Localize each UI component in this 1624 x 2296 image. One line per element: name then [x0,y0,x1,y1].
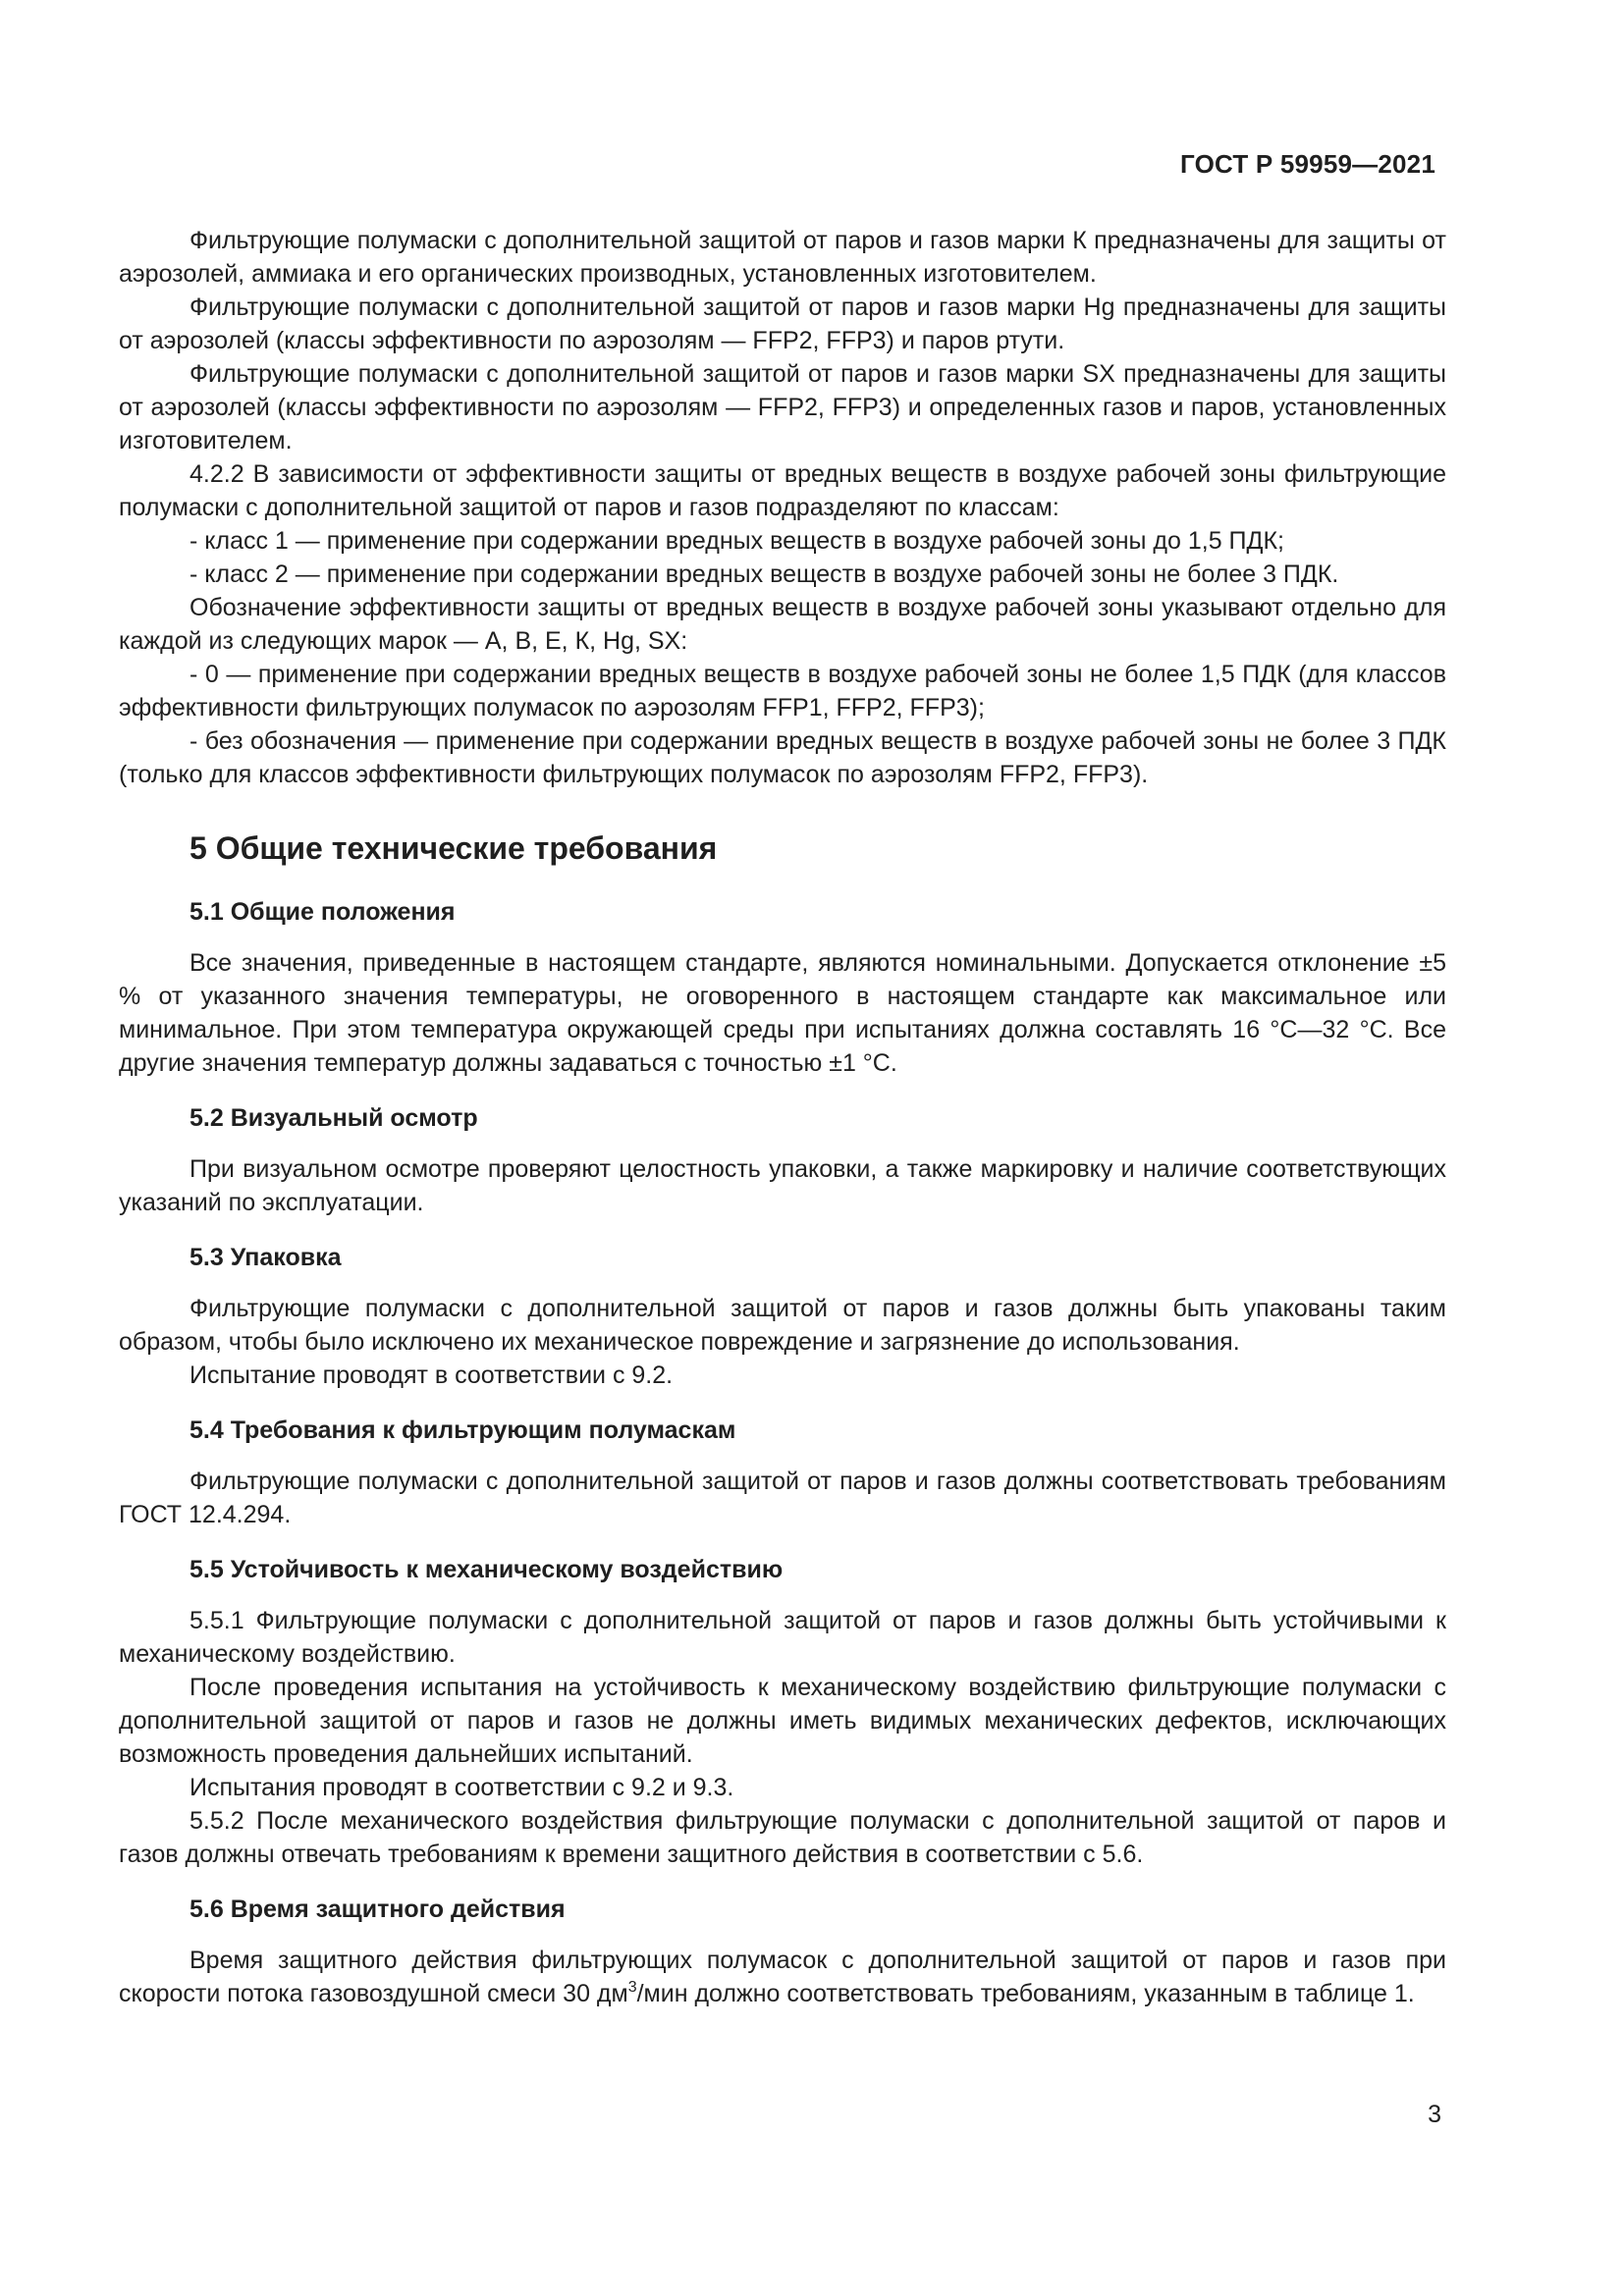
list-item: - класс 1 — применение при содержании вредных веществ в воздухе рабочей зоны до 1,5 ПДК; [189,527,1284,555]
paragraph: 5.5.2 После механического воздействия фильтрующие полумаски с дополнительной защитой от паров и газов должны отвечать требованиям к времени защитного действия в соответствии с 5.6. [119,1807,1446,1868]
subsection-heading: 5.6 Время защитного действия [189,1896,566,1923]
page-number: 3 [1428,2101,1441,2128]
superscript: 3 [627,1979,637,1996]
subsection-heading: 5.1 Общие положения [189,898,456,926]
paragraph: Испытания проводят в соответствии с 9.2 и 9.3. [189,1774,734,1801]
paragraph-text: /мин должно соответствовать требованиям, указанным в таблице 1. [636,1980,1415,2007]
subsection-heading: 5.4 Требования к фильтрующим полумаскам [189,1416,736,1444]
paragraph: При визуальном осмотре проверяют целостность упаковки, а также маркировку и наличие соответствующих указаний по эксплуатации. [119,1155,1446,1216]
list-item: - класс 2 — применение при содержании вредных веществ в воздухе рабочей зоны не более 3 ПДК. [189,561,1339,588]
paragraph: Фильтрующие полумаски с дополнительной защитой от паров и газов должны соответствовать требованиям ГОСТ 12.4.294. [119,1468,1446,1528]
page-body [119,224,1446,2010]
paragraph: Фильтрующие полумаски с дополнительной защитой от паров и газов марки К предназначены для защиты от аэрозолей, аммиака и его органических производных, установленных изготовителем. [119,227,1446,288]
paragraph: После проведения испытания на устойчивость к механическому воздействию фильтрующие полумаски с дополнительной защитой от паров и газов не должны иметь видимых механических дефектов, исключающих возможность проведения дальнейших испытаний. [119,1674,1446,1768]
paragraph: 5.5.1 Фильтрующие полумаски с дополнительной защитой от паров и газов должны быть устойчивыми к механическому воздействию. [119,1607,1446,1668]
paragraph: 4.2.2 В зависимости от эффективности защиты от вредных веществ в воздухе рабочей зоны фильтрующие полумаски с дополнительной защитой от паров и газов подразделяют по классам: [119,460,1446,521]
paragraph: Фильтрующие полумаски с дополнительной защитой от паров и газов должны быть упакованы таким образом, чтобы было исключено их механическое повреждение и загрязнение до использования. [119,1295,1446,1356]
subsection-heading: 5.5 Устойчивость к механическому воздействию [189,1556,784,1583]
list-item: - без обозначения — применение при содержании вредных веществ в воздухе рабочей зоны не более 3 ПДК (только для классов эффективности фильтрующих полумасок по аэрозолям FFP2, FFP3). [119,727,1446,788]
paragraph-text: Время защитного действия фильтрующих полумасок с дополнительной защитой от паров и газов при скорости потока газовоздушной смеси 30 дм [119,1947,1446,2007]
subsection-heading: 5.2 Визуальный осмотр [189,1104,478,1132]
paragraph: Все значения, приведенные в настоящем стандарте, являются номинальными. Допускается отклонение ±5 % от указанного значения температуры, не оговоренного в настоящем стандарте как максимальное или минимальное. При этом температура окружающей среды при испытаниях должна составлять 16 °С—32 °С. Все другие значения температур должны задаваться с точностью ±1 °С. [119,949,1446,1077]
list-item: - 0 — применение при содержании вредных веществ в воздухе рабочей зоны не более 1,5 ПДК (для классов эффективности фильтрующих полумасок по аэрозолям FFP1, FFP2, FFP3); [119,661,1446,721]
section-heading: 5 Общие технические требования [189,830,718,866]
paragraph: Фильтрующие полумаски с дополнительной защитой от паров и газов марки SX предназначены для защиты от аэрозолей (классы эффективности по аэрозолям — FFP2, FFP3) и определенных газов и паров, установленных изготовителем. [119,360,1446,454]
document-code-header: ГОСТ Р 59959—2021 [1180,149,1435,179]
subsection-heading: 5.3 Упаковка [189,1244,342,1271]
paragraph: Испытание проводят в соответствии с 9.2. [189,1362,674,1389]
paragraph [119,1944,1446,2010]
paragraph: Фильтрующие полумаски с дополнительной защитой от паров и газов марки Hg предназначены для защиты от аэрозолей (классы эффективности по аэрозолям — FFP2, FFP3) и паров ртути. [119,294,1446,354]
paragraph: Обозначение эффективности защиты от вредных веществ в воздухе рабочей зоны указывают отдельно для каждой из следующих марок — А, В, Е, К, Hg, SX: [119,594,1446,655]
